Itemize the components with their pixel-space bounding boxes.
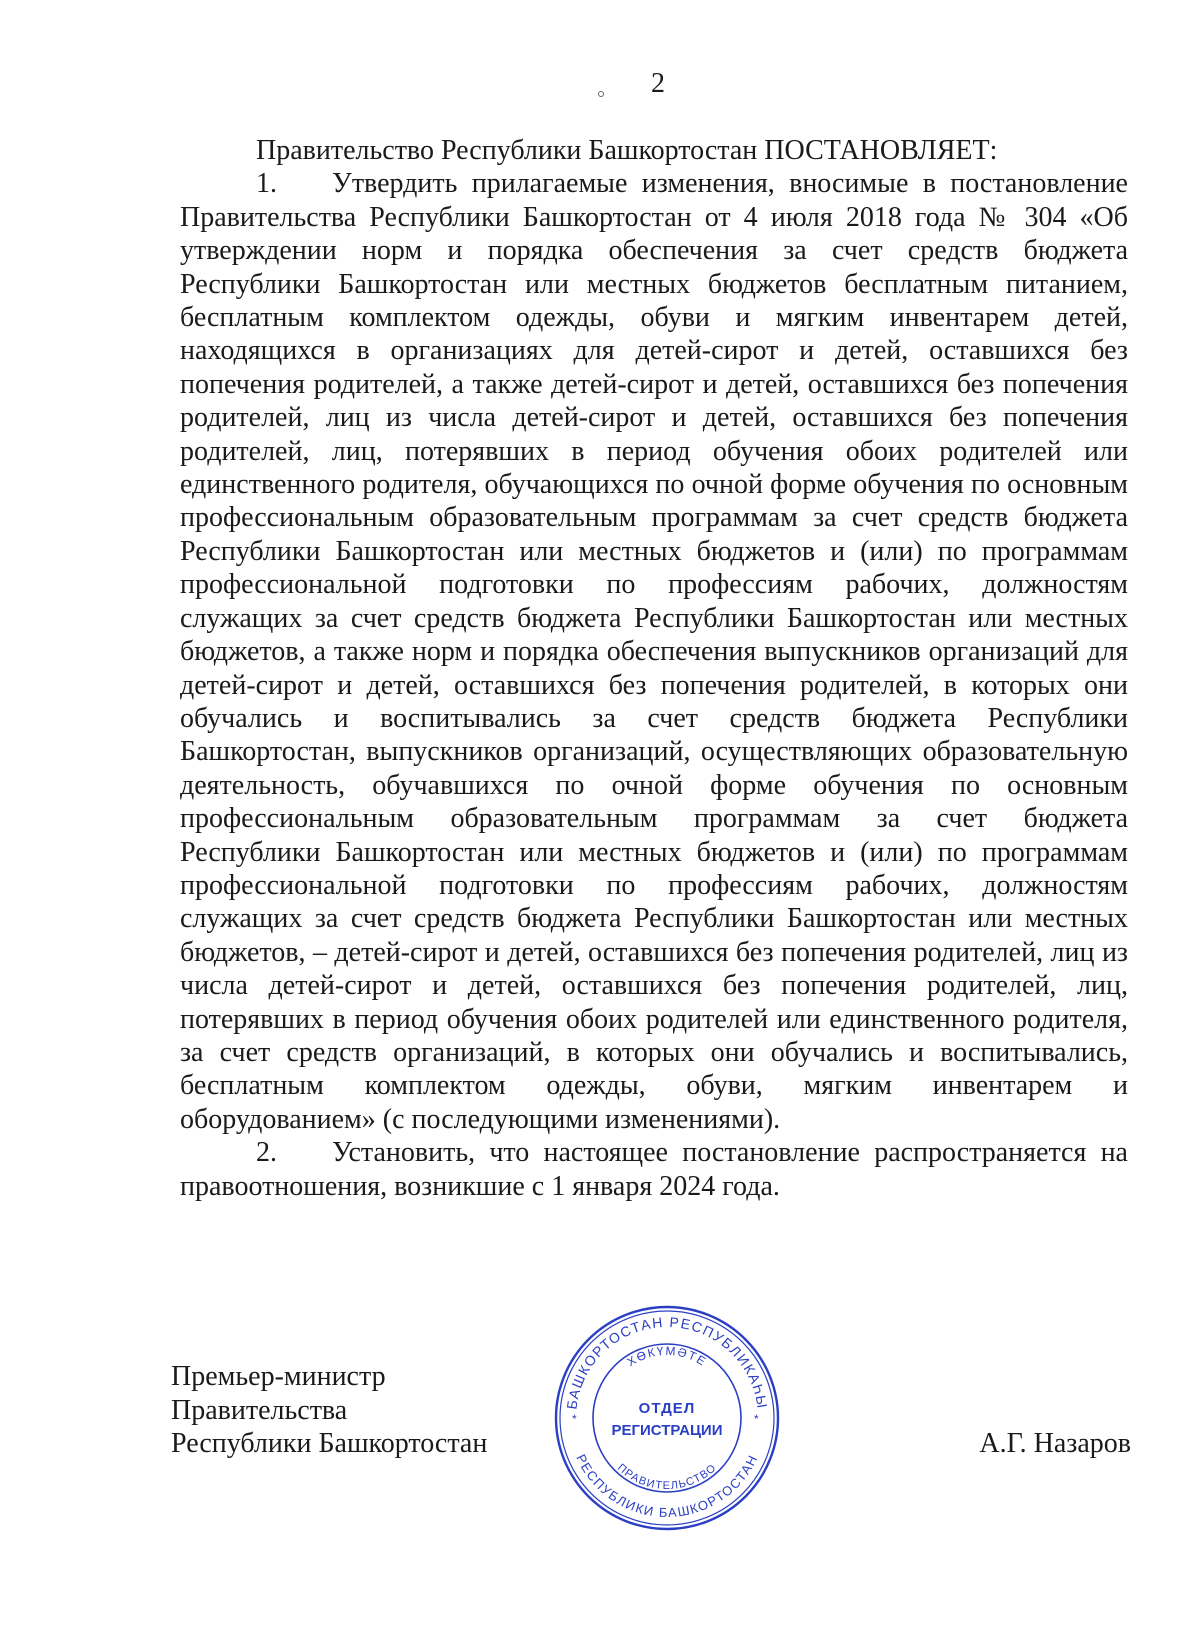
paragraph-1-text: Утвердить прилагаемые изменения, вносимые в постановление Правительства Республики Башкортостан от 4 июля 2018 года № 304 «Об утверждении норм и порядка обеспечения за счет средств бюджета Республики Башкортостан или местных бюджетов бесплатным питанием, бесплатным комплектом одежды, обуви и мягким инвентарем детей, находящихся в организациях для детей-сирот и детей, оставшихся без попечения родителей, а также детей-сирот и детей, оставшихся без попечения родителей, лиц из числа детей-сирот и детей, оставшихся без попечения родителей, лиц, потерявших в период обучения обоих родителей или единственного родителя, обучающихся по очной форме обучения по основным профессиональным образовательным программам за счет средств бюджета Республики Башкортостан или местных бюджетов и (или) по программам профессиональной подготовки по профессиям рабочих, должностям служащих за счет средств бюджета Республики Башкортостан или местных бюджетов, а также норм и порядка обеспечения выпускников организаций для детей-сирот и детей, оставшихся без попечения родителей, в которых они обучались и воспитывались за счет средств бюджета Республики Башкортостан, выпускников организаций, осуществляющих образовательную деятельность, обучавшихся по очной форме обучения по основным профессиональным образовательным программам за счет бюджета Республики Башкортостан или местных бюджетов и (или) по программам профессиональной подготовки по профессиям рабочих, должностям служащих за счет средств бюджета Республики Башкортостан или местных бюджетов, – детей-сирот и детей, оставшихся без попечения родителей, лиц из числа детей-сирот и детей, оставшихся без попечения родителей, лиц, потерявших в период обучения обоих родителей или единственного родителя, за счет средств организаций, в которых они обучались и воспитывались, бесплатным комплектом одежды, обуви, мягким инвентарем и оборудованием» (с последующими изменениями). [180, 168, 1128, 1135]
paragraph-2 [180, 1136, 1128, 1203]
stamp-inner-bottom-text: ПРАВИТЕЛЬСТВО [614, 1461, 720, 1493]
stamp-outer-top-text: БАШКОРТОСТАН РЕСПУБЛИКАҺЫ [563, 1313, 771, 1411]
signatory-name: А.Г. Назаров [979, 1428, 1131, 1459]
paragraph-2-text: Установить, что настоящее постановление распространяется на правоотношения, возникшие с 1 января 2024 года. [180, 1137, 1128, 1202]
signatory-title-line: Премьер-министр [171, 1361, 386, 1392]
stamp-star-right: * [754, 1412, 759, 1426]
stamp-star-left: * [572, 1412, 577, 1426]
page-number: 2 [651, 68, 665, 99]
stamp-outer-bottom-text: РЕСПУБЛИКИ БАШКОРТОСТАН [573, 1451, 761, 1521]
stamp-rings [556, 1307, 778, 1529]
stamp-center-line-1: ОТДЕЛ [638, 1400, 696, 1417]
signatory-title-line: Правительства [171, 1394, 348, 1426]
signatory-title [171, 1360, 487, 1461]
paragraph-1 [180, 167, 1128, 1136]
paragraph-1-number: 1. [256, 168, 277, 200]
stamp-center-line-2: РЕГИСТРАЦИИ [611, 1422, 723, 1439]
signatory-title-line: Республики Башкортостан [171, 1428, 488, 1459]
registration-stamp [552, 1303, 782, 1533]
resolution-intro: Правительство Республики Башкортостан ПОСТАНОВЛЯЕТ: [256, 135, 998, 166]
body-text [180, 134, 1128, 1203]
stamp-inner-top-text: ХӨКҮМӘТЕ [624, 1343, 710, 1370]
paragraph-2-number: 2. [256, 1137, 277, 1169]
scan-speck [598, 91, 604, 97]
